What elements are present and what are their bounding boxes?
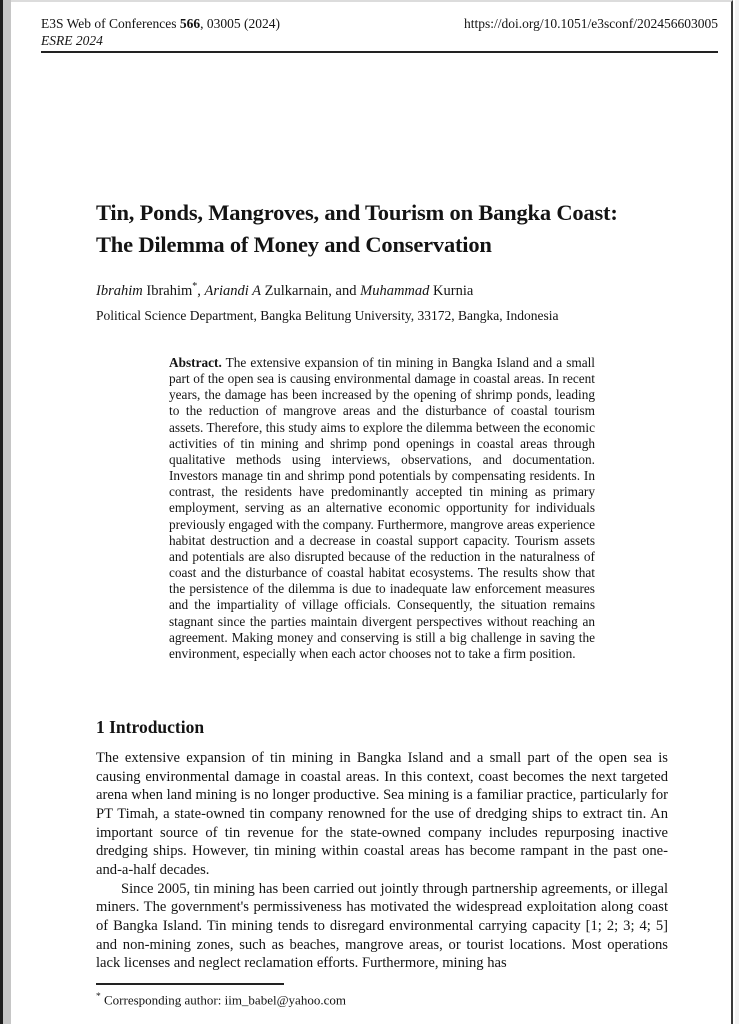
journal-name: E3S Web of Conferences <box>41 16 180 31</box>
article-number: , 03005 (2024) <box>200 16 281 31</box>
author-segment: Ariandi A <box>204 282 262 299</box>
scan-gutter-left <box>3 0 11 1024</box>
page-title <box>96 197 706 261</box>
affiliation: Political Science Department, Bangka Belitung University, 33172, Bangka, Indonesia <box>96 308 559 323</box>
corresponding-author-email[interactable]: iim_babel@yahoo.com <box>224 992 346 1008</box>
authors-line <box>96 281 473 300</box>
footnote-label: Corresponding author: <box>100 992 225 1008</box>
author-segment: Ibrahim <box>142 282 193 299</box>
header-rule <box>41 51 718 53</box>
paragraph: Since 2005, tin mining has been carried out jointly through partnership agreements, or illegal miners. The government's permissiveness has motivated the widespread exploitation along coast of Bangka Island. Tin mining tends to disregard environmental carrying capacity [1; 2; 3; 4; 5] and non-mining zones, such as beaches, mangrove areas, or tourist locations. Most operations lack licenses and neglect reclamation efforts. Furthermore, mining has <box>96 880 668 972</box>
abstract <box>169 355 595 662</box>
doi-link[interactable]: https://doi.org/10.1051/e3sconf/202456603005 <box>464 16 718 31</box>
author-segment: Kurnia <box>429 282 474 299</box>
document-page <box>11 0 733 1024</box>
scan-edge-right <box>735 0 739 1024</box>
abstract-label: Abstract. <box>169 355 222 370</box>
author-segment: * <box>192 281 198 292</box>
paragraph: The extensive expansion of tin mining in Bangka Island and a small part of the open sea is causing environmental damage in coastal areas. In this context, coast becomes the next targeted arena when land mining is no longer productive. Sea mining is a familiar practice, particularly for PT Timah, a state-owned tin company renowned for the use of dredging ships to extract tin. An important source of tin revenue for the state-owned company includes repurposing inactive dredging ships. However, tin mining within coastal areas has become rampant in the past one-and-a-half decades. <box>96 750 668 878</box>
author-segment: Ibrahim <box>96 282 143 299</box>
title-line-2: The Dilemma of Money and Conservation <box>96 232 492 257</box>
journal-reference <box>41 15 280 32</box>
author-segment: Zulkarnain, and <box>261 282 361 299</box>
corresponding-author-footnote <box>96 992 346 1008</box>
author-segment: , <box>197 282 205 299</box>
introduction-text <box>96 749 668 973</box>
conference-name: ESRE 2024 <box>41 33 103 48</box>
running-head <box>41 15 718 32</box>
section-heading-introduction: 1 Introduction <box>96 717 205 737</box>
author-segment: Muhammad <box>360 282 430 299</box>
footnote-rule <box>96 983 284 985</box>
title-line-1: Tin, Ponds, Mangroves, and Tourism on Bangka Coast: <box>96 200 618 225</box>
journal-volume: 566 <box>179 16 201 31</box>
footnote-marker: * <box>96 992 101 1002</box>
abstract-text: The extensive expansion of tin mining in Bangka Island and a small part of the open sea is causing environmental damage in coastal areas. In recent years, the damage has been increased by the opening of shrimp ponds, leading to the reduction of mangrove areas and the disturbance of coastal tourism assets. Therefore, this study aims to explore the dilemma between the economic activities of tin mining and shrimp pond openings in coastal areas through qualitative methods using interviews, observations, and documentation. Investors manage tin and shrimp pond potentials by compensating residents. In contrast, the residents have predominantly accepted tin mining as primary employment, serving as an alternative economic opportunity for individuals previously engaged with the company. Furthermore, mangrove areas experience habitat destruction and a decrease in coastal support capacity. Tourism assets and potentials are also disrupted because of the reduction in the naturalness of coast and the disturbance of coastal habitat ecosystems. The results show that the persistence of the dilemma is due to inadequate law enforcement measures and the impartiality of village officials. Consequently, the situation remains stagnant since the parties maintain divergent perspectives without reaching an agreement. Making money and conserving is still a big challenge in saving the environment, especially when each actor chooses not to take a firm position. <box>169 355 595 661</box>
